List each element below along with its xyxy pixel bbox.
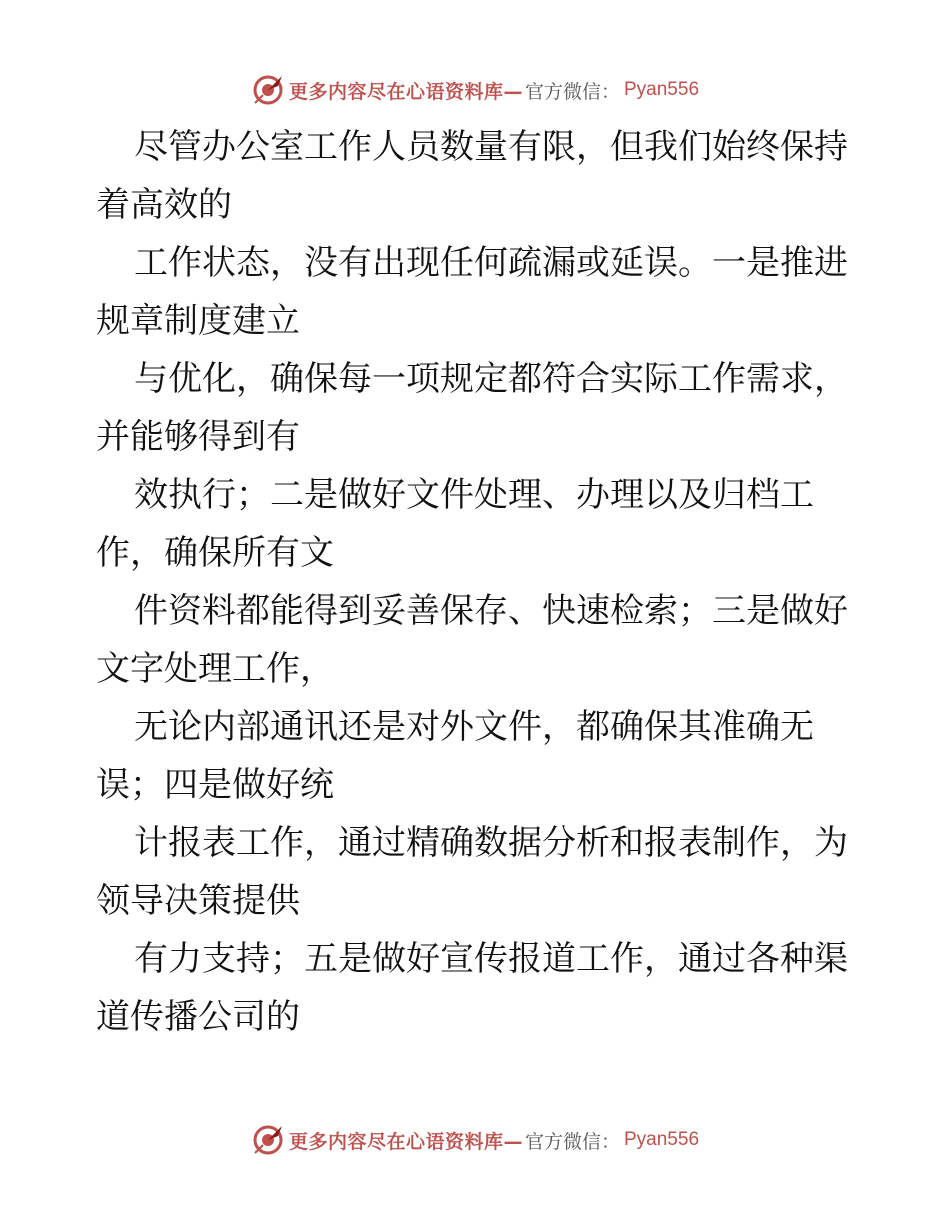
footer-wechat-id: Pyan556 — [624, 1129, 700, 1150]
header-banner — [0, 70, 950, 110]
header-banner-text: 更多内容尽在心语资料库— — [288, 80, 523, 103]
paragraph-line: 尽管办公室工作人员数量有限，但我们始终保持 — [134, 127, 848, 167]
paragraph-line: 着高效的 — [96, 185, 232, 225]
paragraph-5 — [96, 582, 896, 698]
header-wechat-id: Pyan556 — [624, 79, 700, 100]
paragraph-line: 件资料都能得到妥善保存、快速检索；三是做好 — [134, 591, 848, 631]
paragraph-line: 文字处理工作， — [96, 649, 334, 689]
paragraph-line: 与优化，确保每一项规定都符合实际工作需求， — [134, 359, 848, 399]
paragraph-2 — [96, 234, 896, 350]
paragraph-8 — [96, 930, 896, 1046]
paragraph-3 — [96, 350, 896, 466]
paragraph-1 — [96, 118, 896, 234]
footer-wechat-label: 官方微信： — [524, 1130, 620, 1153]
paragraph-line: 领导决策提供 — [96, 881, 300, 921]
quill-logo-icon — [251, 1123, 285, 1157]
paragraph-line: 无论内部通讯还是对外文件，都确保其准确无 — [134, 707, 814, 747]
paragraph-line: 有力支持；五是做好宣传报道工作，通过各种渠 — [134, 939, 848, 979]
paragraph-4 — [96, 466, 896, 582]
document-body — [96, 118, 896, 1046]
paragraph-line: 误；四是做好统 — [96, 765, 334, 805]
paragraph-line: 规章制度建立 — [96, 301, 300, 341]
footer-banner — [0, 1120, 950, 1160]
paragraph-line: 计报表工作，通过精确数据分析和报表制作，为 — [134, 823, 848, 863]
paragraph-7 — [96, 814, 896, 930]
paragraph-line: 并能够得到有 — [96, 417, 300, 457]
paragraph-line: 工作状态，没有出现任何疏漏或延误。一是推进 — [134, 243, 848, 283]
paragraph-6 — [96, 698, 896, 814]
paragraph-line: 作，确保所有文 — [96, 533, 334, 573]
footer-banner-text: 更多内容尽在心语资料库— — [288, 1130, 523, 1153]
paragraph-line: 道传播公司的 — [96, 997, 300, 1037]
quill-logo-icon — [251, 73, 285, 107]
paragraph-line: 效执行；二是做好文件处理、办理以及归档工 — [134, 475, 814, 515]
header-wechat-label: 官方微信： — [524, 80, 620, 103]
